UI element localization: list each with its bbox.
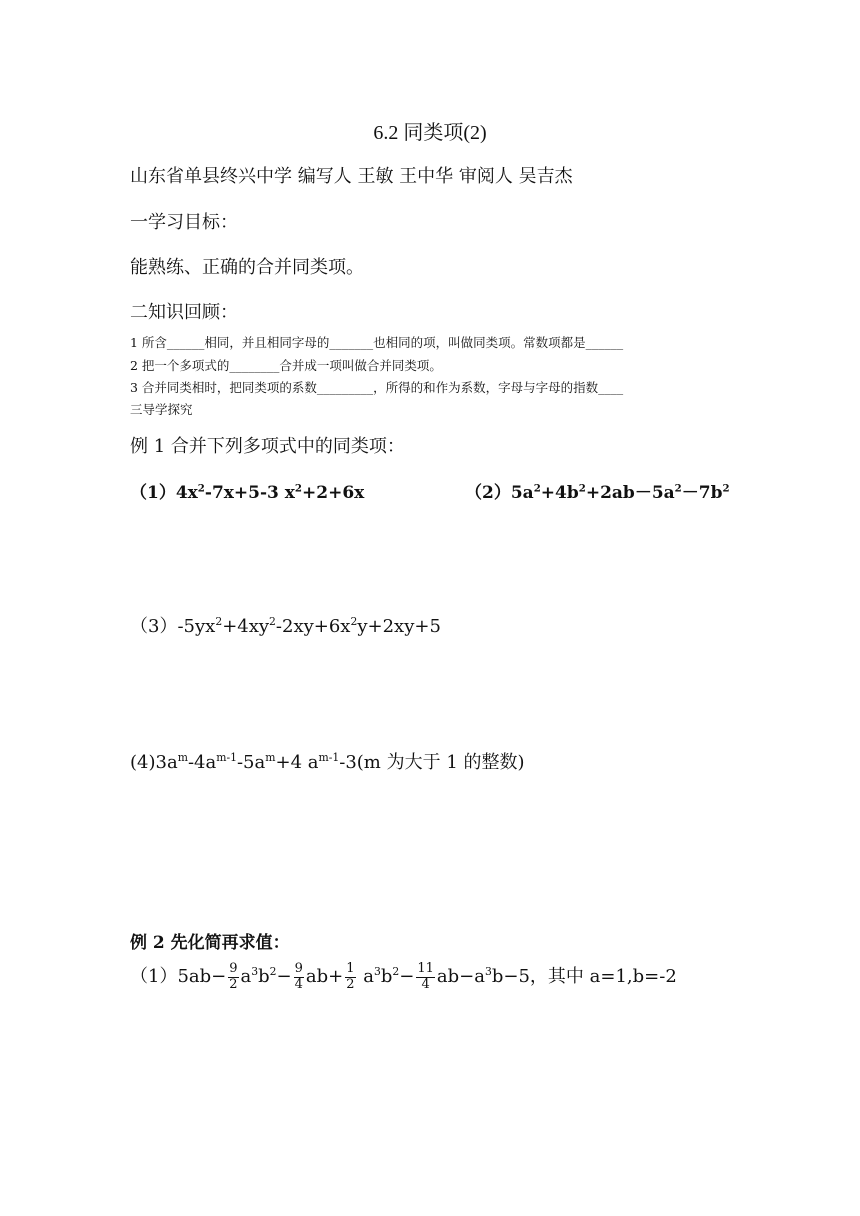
example-1-title: 例 1 合并下列多项式中的同类项： [130,436,405,457]
problem-1: $(1)4x^2-7x+5-3$ $x^2+2+6x$ [130,482,365,503]
fraction-9-4: $\frac{9}{4}$ [294,961,303,992]
section-review-heading: 二知识回顾： [130,302,238,323]
problem-2: $(2)5a^2+4b^2+2ab-5a^2-7b^2$ [465,482,730,503]
review-item-1: 1 所含______相同，并且相同字母的_______也相同的项，叫做同类项。常数项都是______ [130,335,624,350]
fraction-1-2: $\frac{1}{2}$ [346,961,355,992]
review-item-3: 3 合并同类相时，把同类项的系数_________，所得的和作为系数，字母与字母的指数____ [130,380,624,395]
page-title: 6.2 同类项(2) [373,122,487,144]
section-objectives-heading: 一学习目标： [130,212,238,233]
problem-3: $(3)-5yx^2+4xy^2-2xy+6x^2y+2xy+5$ [130,615,441,637]
section-explore-heading: 三导学探究 [130,402,193,417]
objectives-text: 能熟练、正确的合并同类项。 [130,257,364,278]
review-item-2: 2 把一个多项式的________合并成一项叫做合并同类项。 [130,358,442,373]
fraction-11-4: $\frac{11}{4}$ [417,961,434,992]
example-2-title: 例 2 先化简再求值： [130,933,290,953]
fraction-9-2: $\frac{9}{2}$ [229,961,238,992]
problem-5: （1）5ab− $\frac{9}{2}$ $a^3b^2-$ $\frac{9}{4}$ ab+ $\frac{1}{2}$ $a^3b^2-$ $\frac{11}{4}$ $ab-a^3b-5$，其中 a=1,b=-2 [130,961,677,992]
problem-4: $(4)3a^m-4a^{m-1}-5a^m+4$ $a^{m-1}-3(m$ 为大于 1 的整数) [130,751,525,773]
author-line: 山东省单县终兴中学 编写人 王敏 王中华 审阅人 吴吉杰 [130,166,573,187]
